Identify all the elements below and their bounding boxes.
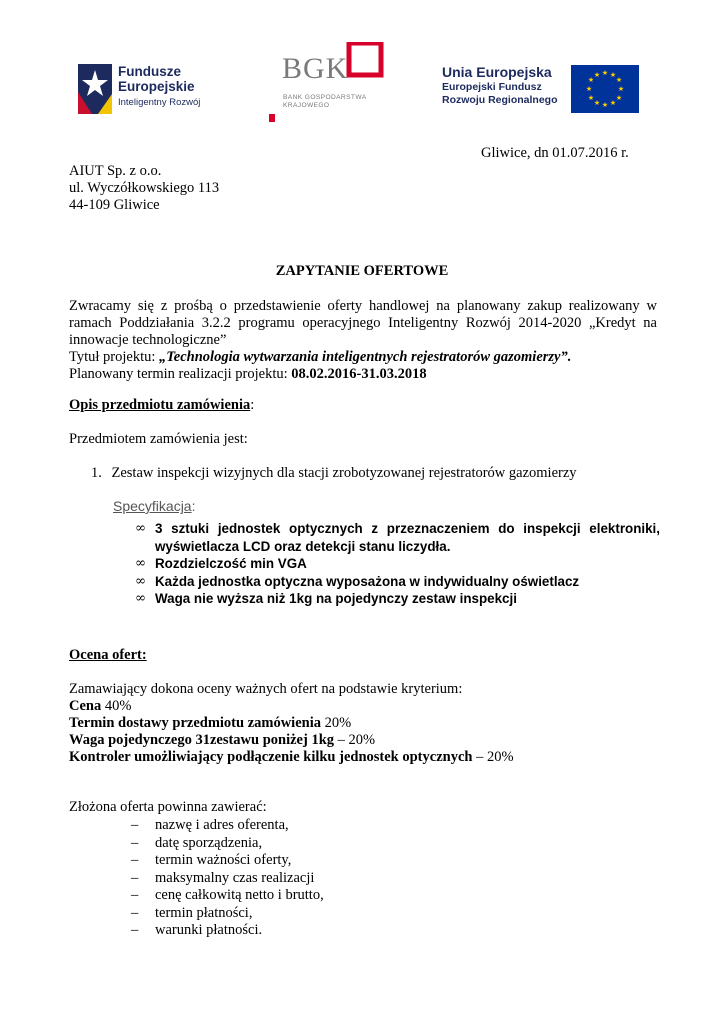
- dash-bullet: –: [131, 887, 139, 903]
- ocena-section: [69, 681, 514, 766]
- fe-line2: Europejskie: [118, 79, 195, 94]
- address-line: ul. Wyczółkowskiego 113: [69, 180, 220, 196]
- spec-item: [135, 520, 660, 555]
- opis-heading-text: Opis przedmiotu zamówienia: [69, 397, 251, 413]
- opis-colon: :: [250, 397, 255, 413]
- offer-requirements-list: [131, 817, 324, 940]
- ocena-intro: Zamawiający dokona oceny ważnych ofert na podstawie kryterium:: [69, 681, 463, 697]
- item-text: Zestaw inspekcji wizyjnych dla stacji zrobotyzowanej rejestratorów gazomierzy: [111, 465, 577, 481]
- svg-text:★: ★: [617, 85, 625, 93]
- svg-text:★: ★: [593, 71, 601, 79]
- numbered-item: [91, 465, 577, 482]
- svg-text:★: ★: [609, 71, 617, 79]
- dash-bullet: –: [131, 922, 139, 938]
- term-value: 08.02.2016-31.03.2018: [291, 366, 427, 382]
- unia-europejska-logo: [442, 62, 652, 116]
- fundusze-europejskie-logo: [78, 62, 218, 118]
- infinity-bullet-icon: ∞: [135, 556, 147, 571]
- svg-text:★: ★: [587, 76, 595, 84]
- document-date: Gliwice, dn 01.07.2016 r.: [481, 145, 629, 161]
- svg-text:★: ★: [593, 99, 601, 107]
- offer-item-text: nazwę i adres oferenta,: [155, 817, 289, 833]
- spec-item-text: Rozdzielczość min VGA: [155, 556, 307, 571]
- address-line: 44-109 Gliwice: [69, 197, 160, 213]
- infinity-bullet-icon: ∞: [135, 573, 147, 589]
- opis-heading: [69, 397, 254, 414]
- bgk-name: BGK: [282, 52, 349, 85]
- criterion: [69, 698, 514, 715]
- ue-line1: Unia Europejska: [442, 64, 552, 80]
- specification-list: [135, 520, 660, 608]
- infinity-bullet-icon: ∞: [135, 521, 147, 536]
- ue-line2: Europejski Fundusz: [442, 81, 542, 93]
- intro-line2: ramach Poddziałania 3.2.2 programu operacyjnego Inteligentny Rozwój 2014-2020 „Kredyt na: [69, 315, 657, 331]
- spec-item-line: 3 sztuki jednostek optycznych z przeznaczeniem do inspekcji elektroniki,: [155, 521, 660, 536]
- fe-emblem-icon: [78, 64, 112, 114]
- offer-item-text: datę sporządzenia,: [155, 834, 263, 851]
- offer-item: [131, 817, 324, 835]
- spec-item: [135, 555, 660, 573]
- criterion-weight: 20%: [321, 715, 352, 731]
- project-label: Tytuł projektu:: [69, 349, 160, 365]
- svg-text:★: ★: [601, 101, 609, 109]
- criterion-weight: – 20%: [334, 732, 376, 748]
- intro-line3: innowacje technologiczne”: [69, 332, 227, 348]
- bgk-sub2: KRAJOWEGO: [283, 102, 330, 109]
- dash-bullet: –: [131, 817, 139, 833]
- intro-paragraph: [69, 298, 657, 383]
- offer-item: [131, 870, 324, 888]
- recipient-address: [69, 163, 219, 214]
- criterion-name: Waga pojedynczego 31zestawu poniżej 1kg: [69, 732, 335, 748]
- subject-intro: Przedmiotem zamówienia jest:: [69, 431, 248, 447]
- item-number: 1.: [91, 465, 102, 481]
- offer-item-text: cenę całkowitą netto i brutto,: [155, 887, 324, 903]
- offer-item-text: maksymalny czas realizacji: [155, 869, 315, 886]
- specification-colon: :: [191, 498, 196, 514]
- svg-text:★: ★: [601, 69, 609, 77]
- spec-item: [135, 590, 660, 608]
- criterion-name: Termin dostawy przedmiotu zamówienia: [69, 715, 321, 731]
- offer-item-text: termin ważności oferty,: [155, 852, 292, 868]
- term-label: Planowany termin realizacji projektu:: [69, 366, 292, 382]
- svg-text:★: ★: [585, 85, 593, 93]
- offer-item-text: termin płatności,: [155, 904, 253, 921]
- offer-intro: Złożona oferta powinna zawierać:: [69, 799, 267, 815]
- address-line: AIUT Sp. z o.o.: [69, 163, 162, 179]
- criterion-weight: 40%: [101, 698, 132, 714]
- criterion: [69, 749, 514, 766]
- offer-item: [131, 835, 324, 853]
- bgk-logo: [265, 42, 390, 126]
- infinity-bullet-icon: ∞: [135, 591, 147, 606]
- project-title-line: [69, 349, 657, 366]
- offer-item: [131, 852, 324, 870]
- project-term-line: [69, 366, 657, 383]
- criterion-name: Kontroler umożliwiający podłączenie kilku jednostek optycznych: [69, 749, 473, 765]
- svg-text:★: ★: [609, 99, 617, 107]
- spec-item: [135, 573, 660, 591]
- offer-item: [131, 905, 324, 923]
- offer-item-text: warunki płatności.: [155, 922, 263, 938]
- spec-item-text: Każda jednostka optyczna wyposażona w indywidualny oświetlacz: [155, 573, 580, 589]
- dash-bullet: –: [131, 834, 139, 851]
- dash-bullet: –: [131, 852, 139, 868]
- specification-label-text: Specyfikacja: [113, 498, 192, 514]
- spec-item-line: wyświetlacza LCD oraz detekcji stanu liczydła.: [155, 538, 451, 554]
- criterion-weight: – 20%: [472, 749, 514, 765]
- ue-line3: Rozwoju Regionalnego: [442, 94, 558, 106]
- bgk-sub1: BANK GOSPODARSTWA: [283, 94, 367, 101]
- project-title: „Technologia wytwarzania inteligentnych rejestratorów gazomierzy”.: [159, 349, 572, 365]
- dash-bullet: –: [131, 869, 139, 886]
- dash-bullet: –: [131, 904, 139, 921]
- spec-item-text: Waga nie wyższa niż 1kg na pojedynczy zestaw inspekcji: [155, 591, 517, 606]
- offer-item: [131, 887, 324, 905]
- specification-label: [113, 498, 195, 514]
- document-title: ZAPYTANIE OFERTOWE: [275, 263, 449, 279]
- fe-line3: Inteligentny Rozwój: [118, 97, 201, 108]
- ocena-heading: Ocena ofert:: [69, 647, 147, 663]
- svg-text:★: ★: [615, 76, 623, 84]
- fe-line1: Fundusze: [118, 64, 181, 79]
- svg-text:★: ★: [615, 94, 623, 102]
- eu-flag-icon: [571, 65, 639, 113]
- criterion-name: Cena: [69, 698, 102, 714]
- intro-line1: Zwracamy się z prośbą o przedstawienie oferty handlowej na planowany zakup realizowany w: [69, 298, 657, 314]
- svg-text:★: ★: [587, 94, 595, 102]
- criterion: [69, 715, 514, 732]
- criterion: [69, 732, 514, 749]
- offer-item: [131, 922, 324, 940]
- bgk-subtitle: [283, 94, 367, 110]
